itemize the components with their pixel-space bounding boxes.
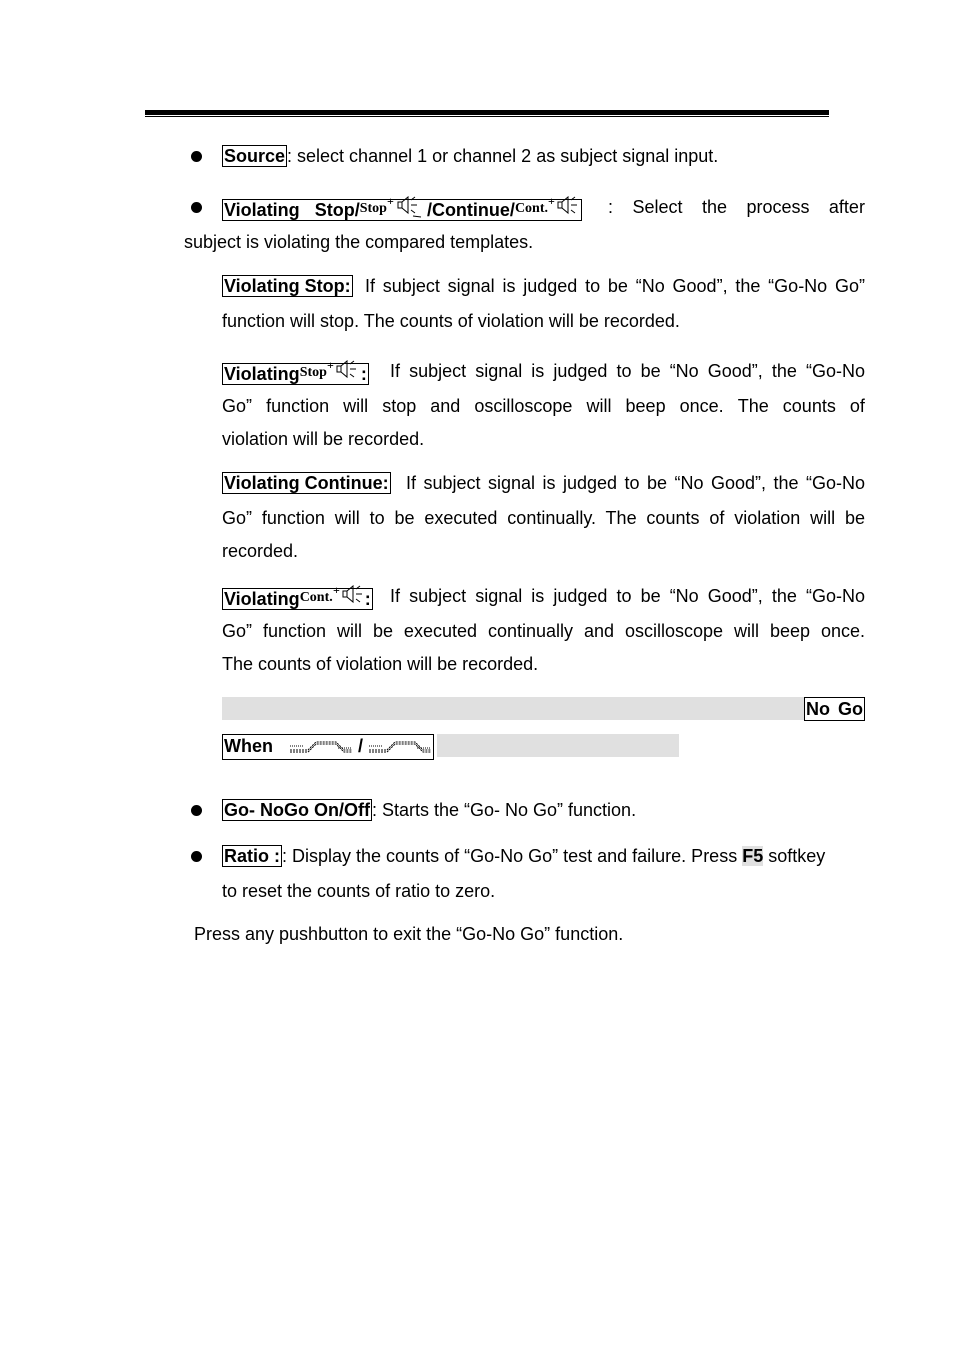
- word: will: [586, 396, 612, 416]
- cont-beep-icon: [300, 585, 365, 612]
- violating-stop-text1: If subject signal is judged to be “No Good”, the “Go-No Go”: [365, 276, 865, 296]
- violating-cont-beep-line2: Go” function will be executed continually and oscilloscope will beep once.: [222, 621, 865, 641]
- bullet-icon: [191, 202, 202, 213]
- nogo-label-wrap: [804, 697, 865, 721]
- stop-word: Stop/: [314, 200, 360, 220]
- violating-label: [222, 196, 582, 221]
- word: stop: [382, 396, 417, 416]
- ratio-line2: to reset the counts of ratio to zero.: [222, 881, 496, 901]
- when-label-line: [222, 734, 434, 760]
- source-label: Source: [224, 146, 286, 166]
- violating-cont-beep-label-line: [222, 585, 373, 612]
- fail-waveform-icon: [367, 737, 433, 759]
- violating-stop-beep-label: [222, 360, 369, 385]
- ratio-text-b: softkey: [763, 846, 826, 866]
- go-nogo-item: [222, 799, 636, 821]
- violating-heading: [222, 196, 582, 223]
- go-nogo-label: Go- NoGo On/Off: [224, 800, 370, 820]
- word: counts: [782, 396, 836, 416]
- word: after: [828, 197, 865, 217]
- violating-stop-beep-line2: [222, 395, 865, 417]
- violating-cont-beep-text1: If subject signal is judged to be “No Good”, the “Go-No: [390, 586, 865, 606]
- footer-text: Press any pushbutton to exit the “Go-No Go” function.: [194, 924, 624, 944]
- when-box: [222, 734, 434, 760]
- violating-word: Violating: [224, 589, 300, 609]
- violating-stop-beep-line3: violation will be recorded.: [222, 429, 425, 449]
- violating-stop-beep-label-line: [222, 360, 369, 387]
- word: and: [430, 396, 461, 416]
- svg-text:+: +: [332, 585, 340, 597]
- source-text: : select channel 1 or channel 2 as subject signal input.: [287, 146, 719, 166]
- violating-line2: subject is violating the compared templates.: [184, 232, 534, 252]
- colon: :: [364, 589, 371, 609]
- ratio-item: [222, 845, 865, 867]
- word: will: [343, 396, 369, 416]
- word: The: [737, 396, 769, 416]
- slash: /: [358, 736, 364, 756]
- pass-waveform-icon: [288, 737, 354, 759]
- colon: :: [360, 364, 367, 384]
- word: beep: [625, 396, 666, 416]
- nogo-label: No Go: [806, 699, 863, 719]
- word: once.: [679, 396, 724, 416]
- source-item: [222, 145, 718, 167]
- nogo-grey-strip: [222, 697, 804, 720]
- f5-key: F5: [742, 846, 764, 866]
- when-label: When: [224, 736, 273, 756]
- cont-icon-text: Cont.: [514, 201, 548, 216]
- cont-icon-text: Cont.: [299, 590, 333, 605]
- ratio-label: Ratio :: [224, 846, 280, 866]
- violating-cont-beep-line3: The counts of violation will be recorded.: [222, 654, 539, 674]
- word: of: [849, 396, 865, 416]
- when-grey-strip: [437, 734, 679, 757]
- stop-icon-text: Stop: [299, 365, 327, 380]
- svg-text:+: +: [386, 196, 394, 208]
- cont-beep-icon: [515, 196, 580, 223]
- violating-word: Violating: [224, 364, 300, 384]
- violating-cont-beep-label: [222, 585, 373, 610]
- word: :: [608, 197, 614, 217]
- svg-text:+: +: [326, 360, 334, 372]
- go-nogo-text: : Starts the “Go- No Go” function.: [371, 800, 637, 820]
- violating-continue-label: Violating Continue:: [224, 473, 389, 493]
- word: Go”: [222, 396, 253, 416]
- violating-line1-rest: [608, 196, 865, 218]
- svg-text:+: +: [548, 196, 555, 208]
- word: Select: [632, 197, 683, 217]
- violating-continue-line2: Go” function will to be executed continually. The counts of violation will be: [222, 508, 865, 528]
- violating-word: Violating: [224, 200, 300, 220]
- ratio-text-a: : Display the counts of “Go-No Go” test and failure. Press: [282, 846, 743, 866]
- violating-stop-label: Violating Stop:: [224, 276, 351, 296]
- violating-stop-line1: [222, 275, 353, 297]
- violating-continue-line3: recorded.: [222, 541, 299, 561]
- stop-icon-text: Stop: [359, 201, 387, 216]
- violating-stop-beep-text1: If subject signal is judged to be “No Good”, the “Go-No: [390, 361, 865, 381]
- word: oscilloscope: [474, 396, 573, 416]
- header-rule-thin: [145, 116, 829, 117]
- word: function: [266, 396, 330, 416]
- violating-continue-line1: [222, 472, 391, 494]
- stop-beep-icon: [360, 196, 427, 223]
- bullet-icon: [191, 151, 202, 162]
- word: the: [701, 197, 727, 217]
- continue-word: /Continue/: [426, 200, 515, 220]
- violating-stop-line2: function will stop. The counts of violation will be recorded.: [222, 311, 680, 331]
- bullet-icon: [191, 805, 202, 816]
- violating-continue-text1: If subject signal is judged to be “No Good”, the “Go-No: [406, 473, 865, 493]
- word: process: [746, 197, 810, 217]
- bullet-icon: [191, 851, 202, 862]
- stop-beep-icon: [300, 360, 361, 387]
- header-rule: [145, 110, 829, 115]
